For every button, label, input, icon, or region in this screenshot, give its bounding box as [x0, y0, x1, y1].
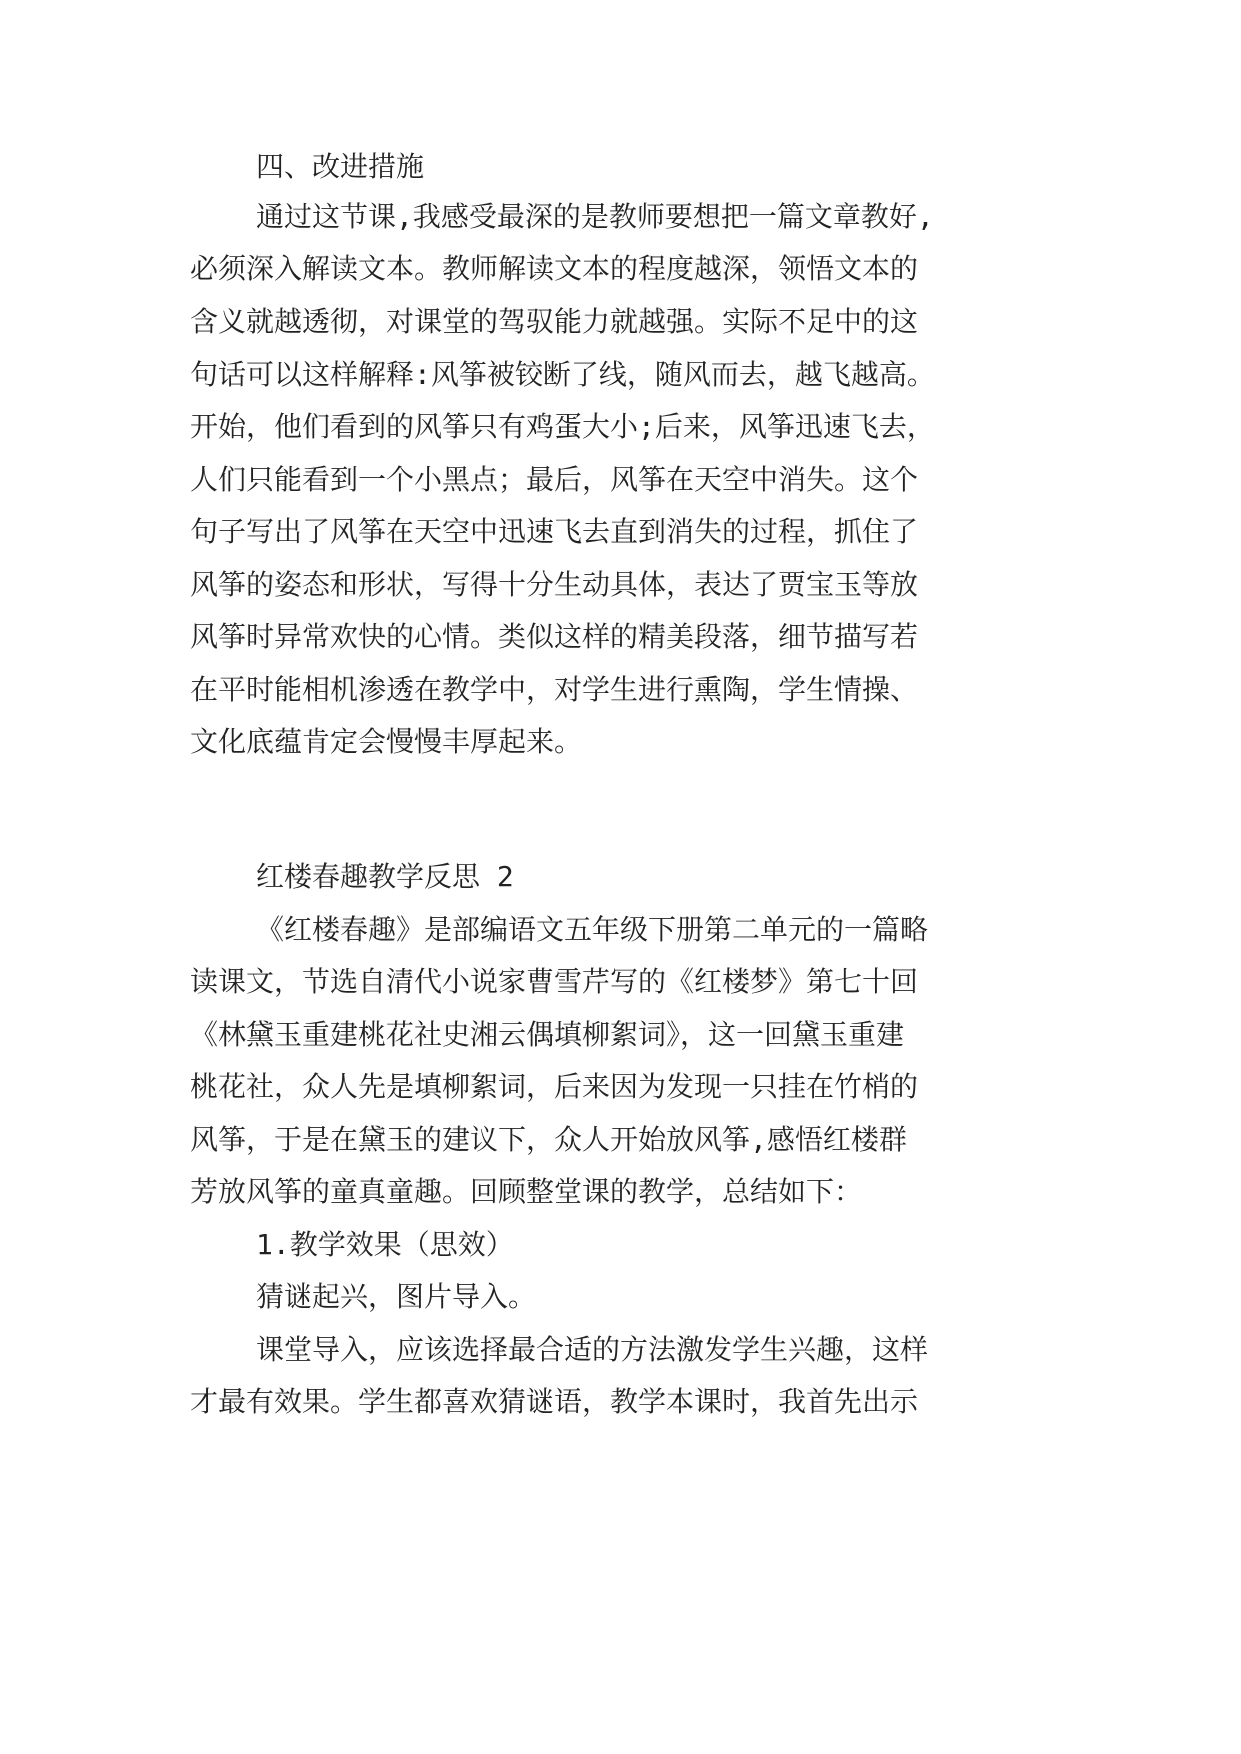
list-item-heading: 1.教学效果（思效） [256, 1228, 514, 1261]
paragraph-line: 风筝时异常欢快的心情。类似这样的精美段落，细节描写若 [190, 620, 919, 653]
paragraph-line: 《红楼春趣》是部编语文五年级下册第二单元的一篇略 [256, 913, 929, 946]
paragraph-line: 风筝的姿态和形状，写得十分生动具体，表达了贾宝玉等放 [190, 568, 919, 601]
section-heading: 四、改进措施 [256, 150, 425, 183]
paragraph-line: 开始，他们看到的风筝只有鸡蛋大小;后来，风筝迅速飞去， [190, 410, 935, 443]
paragraph-line: 通过这节课,我感受最深的是教师要想把一篇文章教好, [256, 200, 934, 233]
paragraph-line: 桃花社，众人先是填柳絮词，后来因为发现一只挂在竹梢的 [190, 1070, 919, 1103]
paragraph-line: 人们只能看到一个小黑点；最后，风筝在天空中消失。这个 [190, 463, 919, 496]
paragraph-line: 芳放风筝的童真童趣。回顾整堂课的教学，总结如下： [190, 1175, 863, 1208]
paragraph-line: 必须深入解读文本。教师解读文本的程度越深，领悟文本的 [190, 252, 919, 285]
paragraph-line: 风筝，于是在黛玉的建议下，众人开始放风筝,感悟红楼群 [190, 1123, 907, 1156]
paragraph-line: 读课文，节选自清代小说家曹雪芹写的《红楼梦》第七十回 [190, 965, 919, 998]
list-item-subheading: 猜谜起兴，图片导入。 [256, 1280, 537, 1313]
paragraph-line: 句话可以这样解释:风筝被铰断了线，随风而去，越飞越高。 [190, 358, 935, 391]
paragraph-line: 课堂导入，应该选择最合适的方法激发学生兴趣，这样 [256, 1333, 929, 1366]
section-title: 红楼春趣教学反思 2 [256, 860, 514, 893]
paragraph-line: 在平时能相机渗透在教学中，对学生进行熏陶，学生情操、 [190, 673, 919, 706]
paragraph-line: 《林黛玉重建桃花社史湘云偶填柳絮词》，这一回黛玉重建 [190, 1018, 905, 1051]
paragraph-line: 文化底蕴肯定会慢慢丰厚起来。 [190, 725, 583, 758]
paragraph-line: 含义就越透彻，对课堂的驾驭能力就越强。实际不足中的这 [190, 305, 919, 338]
paragraph-line: 句子写出了风筝在天空中迅速飞去直到消失的过程，抓住了 [190, 515, 919, 548]
paragraph-line: 才最有效果。学生都喜欢猜谜语，教学本课时，我首先出示 [190, 1385, 919, 1418]
